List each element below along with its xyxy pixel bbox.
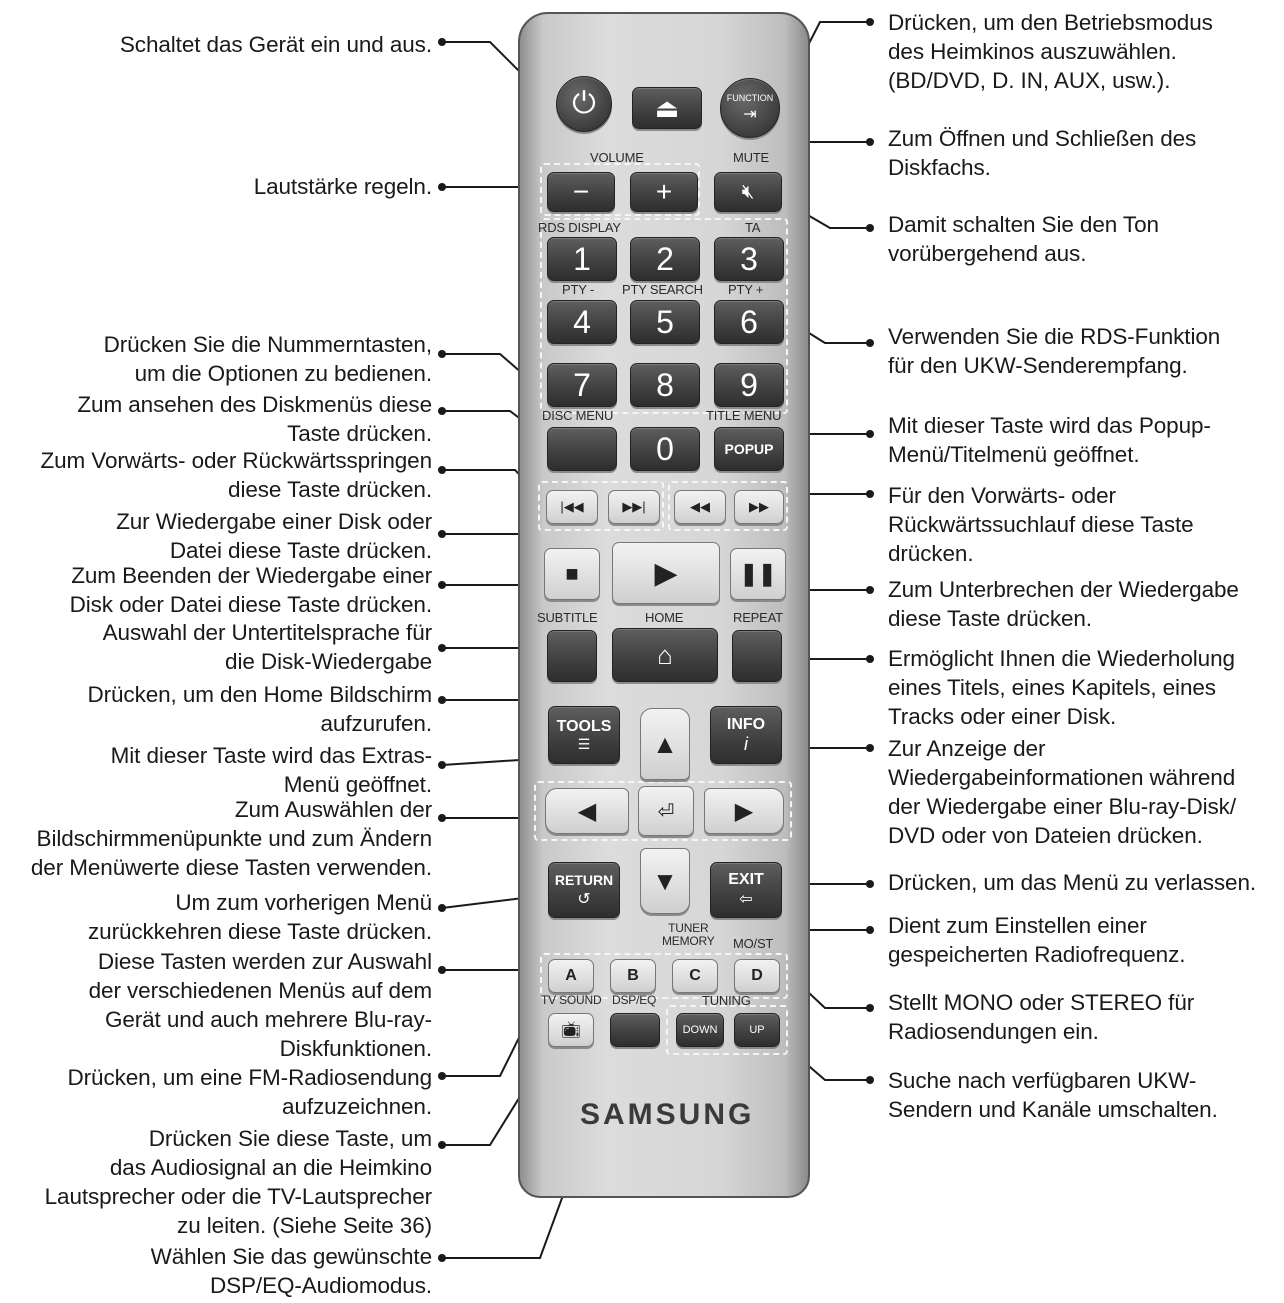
annotation-eject: Zum Öffnen und Schließen des Diskfachs. (888, 126, 1197, 180)
return-icon: ↺ (577, 891, 591, 908)
nav-down-button[interactable] (640, 848, 690, 914)
annotation-dsp-eq: Wählen Sie das gewünschte DSP/EQ-Audiomodus. (150, 1244, 432, 1298)
leader-dot (438, 1141, 446, 1149)
exit-icon: ⇦ (739, 891, 753, 908)
mute-button[interactable] (714, 172, 782, 212)
dsp-eq-button[interactable] (610, 1013, 660, 1047)
number-2-button[interactable] (630, 237, 700, 281)
leader-dot (866, 1004, 874, 1012)
eject-button[interactable] (632, 87, 702, 129)
disc-menu-button[interactable] (547, 427, 617, 471)
tuner-memory-label: TUNER MEMORY (662, 921, 715, 948)
power-icon: ⏻ (572, 87, 596, 120)
number-7-button[interactable] (547, 363, 617, 407)
plus-icon: + (655, 176, 673, 207)
pty-plus-label: PTY + (728, 282, 764, 297)
popup-button[interactable] (714, 427, 784, 471)
mute-speaker-icon: 🔇︎ (741, 180, 755, 203)
stop-button[interactable] (544, 548, 600, 600)
tv-icon: 📺︎ (560, 1022, 582, 1039)
annotation-pause: Zum Unterbrechen der Wiedergabe diese Taste drücken. (888, 577, 1239, 631)
annotation-abcd: Diese Tasten werden zur Auswahl der verschiedenen Menüs auf dem Gerät und auch mehrere Blu-ray- Diskfunktionen. (88, 949, 432, 1061)
minus-icon: − (572, 176, 590, 207)
function-label: FUNCTION (726, 93, 774, 103)
function-button[interactable] (720, 78, 780, 138)
info-label: INFO (726, 715, 766, 733)
popup-label: POPUP (724, 441, 774, 457)
fast-forward-icon: ▶▶ (749, 499, 769, 514)
samsung-logo: SAMSUNG (580, 1098, 755, 1131)
leader-dot (866, 586, 874, 594)
leader-dot (866, 430, 874, 438)
mute-label: MUTE (733, 150, 770, 165)
number-1-button[interactable] (547, 237, 617, 281)
mo-st-label: MO/ST (733, 936, 774, 951)
annotation-popup: Mit dieser Taste wird das Popup- Menü/Titelmenü geöffnet. (888, 413, 1211, 467)
annotation-tuner-memory: Drücken, um eine FM-Radiosendung aufzuzeichnen. (67, 1065, 432, 1119)
number-8-label: 8 (656, 366, 674, 403)
number-0-label: 0 (656, 430, 674, 467)
annotation-function: Drücken, um den Betriebsmodus des Heimkinos auszuwählen. (BD/DVD, D. IN, AUX, usw.). (888, 10, 1213, 93)
enter-icon: ⏎ (657, 800, 675, 823)
title-menu-label: TITLE MENU (706, 408, 782, 423)
b-button[interactable] (610, 959, 656, 993)
home-label: HOME (645, 610, 684, 625)
annotation-info: Zur Anzeige der Wiedergabeinformationen während der Wiedergabe einer Blu-ray-Disk/ DVD oder von Dateien drücken. (888, 736, 1236, 848)
volume-down-button[interactable] (547, 172, 615, 212)
leader-dot (438, 350, 446, 358)
number-9-label: 9 (740, 366, 758, 403)
leader-dot (438, 696, 446, 704)
number-9-button[interactable] (714, 363, 784, 407)
nav-left-button[interactable] (545, 788, 629, 834)
info-button[interactable] (710, 706, 782, 764)
annotation-power: Schaltet das Gerät ein und aus. (119, 32, 432, 57)
leader-dot (866, 926, 874, 934)
arrow-right-icon: ▶ (734, 797, 754, 825)
tools-button[interactable] (548, 706, 620, 764)
tuning-label: TUNING (702, 993, 751, 1008)
number-6-label: 6 (740, 303, 758, 340)
search-forward-button[interactable] (734, 490, 784, 524)
leader-dot (438, 1072, 446, 1080)
number-2-label: 2 (656, 240, 674, 277)
return-label: RETURN (554, 872, 614, 888)
leader-dot (866, 880, 874, 888)
arrow-up-icon: ▲ (652, 728, 678, 759)
leader-dot (438, 644, 446, 652)
exit-label: EXIT (728, 871, 764, 888)
annotation-number-keys: Drücken Sie die Nummerntasten, um die Optionen zu bedienen. (103, 332, 432, 386)
leader-dot (438, 761, 446, 769)
tools-icon: ☰ (577, 735, 591, 752)
play-button[interactable] (612, 542, 720, 604)
pause-icon: ❚❚ (739, 561, 777, 586)
annotation-mute: Damit schalten Sie den Ton vorübergehend aus. (888, 212, 1159, 266)
number-8-button[interactable] (630, 363, 700, 407)
leader-dot (438, 38, 446, 46)
leader-dot (866, 224, 874, 232)
ta-label: TA (745, 220, 761, 235)
repeat-button[interactable] (732, 630, 782, 682)
annotation-skip: Zum Vorwärts- oder Rückwärtsspringen diese Taste drücken. (40, 448, 432, 502)
number-1-label: 1 (573, 240, 591, 277)
arrow-down-icon: ▼ (652, 865, 678, 896)
leader-dot (866, 138, 874, 146)
pty-minus-label: PTY - (562, 282, 594, 297)
number-5-button[interactable] (630, 300, 700, 344)
a-button[interactable] (548, 959, 594, 993)
info-icon: i (744, 733, 748, 754)
annotation-repeat: Ermöglicht Ihnen die Wiederholung eines Titels, eines Kapitels, eines Tracks oder einer Disk. (888, 646, 1235, 729)
stop-icon: ■ (565, 561, 579, 586)
input-source-icon: ⇥ (743, 106, 757, 123)
tv-sound-label: TV SOUND (541, 993, 602, 1007)
leader-dot (438, 814, 446, 822)
leader-dot (866, 339, 874, 347)
annotation-home: Drücken, um den Home Bildschirm aufzurufen. (87, 682, 432, 736)
dsp-eq-label: DSP/EQ (612, 993, 657, 1007)
subtitle-label: SUBTITLE (537, 610, 598, 625)
annotation-tools: Mit dieser Taste wird das Extras- Menü geöffnet. (110, 743, 432, 797)
number-4-button[interactable] (547, 300, 617, 344)
exit-button[interactable] (710, 862, 782, 918)
skip-back-button[interactable] (546, 490, 598, 524)
b-label: B (627, 967, 639, 984)
leader-dot (866, 490, 874, 498)
skip-forward-icon: ▶▶| (622, 499, 646, 514)
pty-search-label: PTY SEARCH (622, 282, 703, 297)
annotation-disc-menu: Zum ansehen des Diskmenüs diese Taste drücken. (77, 392, 432, 446)
number-5-label: 5 (656, 303, 674, 340)
c-label: C (689, 967, 701, 984)
power-button[interactable] (556, 76, 612, 132)
nav-up-button[interactable] (640, 708, 690, 780)
annotation-return: Um zum vorherigen Menü zurückkehren diese Taste drücken. (88, 890, 432, 944)
tv-sound-button[interactable] (548, 1013, 594, 1047)
annotation-tv-sound: Drücken Sie diese Taste, um das Audiosignal an die Heimkino Lautsprecher oder die TV-Lautsprecher zu leiten. (Siehe Seite 36) (44, 1126, 432, 1238)
volume-up-button[interactable] (630, 172, 698, 212)
subtitle-button[interactable] (547, 630, 597, 682)
d-label: D (751, 967, 763, 984)
leader-dot (438, 466, 446, 474)
annotation-mo-st: Stellt MONO oder STEREO für Radiosendungen ein. (888, 990, 1195, 1044)
annotation-navigation: Zum Auswählen der Bildschirmmenüpunkte und zum Ändern der Menüwerte diese Tasten verwenden. (30, 797, 432, 880)
number-6-button[interactable] (714, 300, 784, 344)
leader-dot (438, 904, 446, 912)
tuning-up-label: UP (749, 1024, 765, 1036)
annotation-tuning: Suche nach verfügbaren UKW- Sendern und Kanäle umschalten. (888, 1068, 1218, 1122)
leader-dot (438, 183, 446, 191)
volume-label: VOLUME (590, 150, 644, 165)
leader-dot (866, 18, 874, 26)
a-label: A (565, 967, 577, 984)
annotation-subtitle: Auswahl der Untertitelsprache für die Disk-Wiedergabe (102, 620, 432, 674)
home-button[interactable] (612, 628, 718, 682)
annotation-search: Für den Vorwärts- oder Rückwärtssuchlauf diese Taste drücken. (888, 483, 1194, 566)
annotation-tuner-memory-right: Dient zum Einstellen einer gespeicherten Radiofrequenz. (888, 913, 1186, 967)
pause-button[interactable] (730, 548, 786, 600)
rewind-icon: ◀◀ (690, 499, 710, 514)
leader-dot (438, 407, 446, 415)
number-7-label: 7 (573, 366, 591, 403)
skip-forward-button[interactable] (608, 490, 660, 524)
number-4-label: 4 (573, 303, 591, 340)
search-back-button[interactable] (674, 490, 726, 524)
leader-dot (866, 1076, 874, 1084)
annotation-stop: Zum Beenden der Wiedergabe einer Disk oder Datei diese Taste drücken. (69, 563, 432, 617)
return-button[interactable] (548, 862, 620, 918)
tuning-down-label: DOWN (682, 1024, 718, 1036)
annotation-rds: Verwenden Sie die RDS-Funktion für den UKW-Senderempfang. (888, 324, 1221, 378)
number-0-button[interactable] (630, 427, 700, 471)
disc-menu-label: DISC MENU (542, 408, 614, 423)
tuning-down-button[interactable] (676, 1013, 724, 1047)
nav-right-button[interactable] (704, 788, 784, 834)
rds-display-label: RDS DISPLAY (538, 220, 621, 235)
nav-enter-button[interactable] (638, 786, 694, 836)
leader-dot (438, 1254, 446, 1262)
home-icon: ⌂ (657, 639, 673, 670)
annotation-play: Zur Wiedergabe einer Disk oder Datei diese Taste drücken. (116, 509, 432, 563)
tuning-up-button[interactable] (734, 1013, 780, 1047)
play-icon: ▶ (654, 556, 678, 590)
arrow-left-icon: ◀ (577, 797, 597, 825)
number-3-button[interactable] (714, 237, 784, 281)
tools-label: TOOLS (556, 717, 612, 735)
leader-dot (866, 744, 874, 752)
repeat-label: REPEAT (733, 610, 783, 625)
skip-back-icon: |◀◀ (560, 499, 584, 514)
eject-icon: ⏏ (654, 92, 680, 123)
leader-dot (438, 530, 446, 538)
annotation-exit: Drücken, um das Menü zu verlassen. (888, 870, 1257, 895)
annotation-volume: Lautstärke regeln. (253, 174, 432, 199)
leader-dot (438, 581, 446, 589)
leader-dot (866, 655, 874, 663)
number-3-label: 3 (740, 240, 758, 277)
leader-dot (438, 966, 446, 974)
c-button[interactable] (672, 959, 718, 993)
d-button[interactable] (734, 959, 780, 993)
